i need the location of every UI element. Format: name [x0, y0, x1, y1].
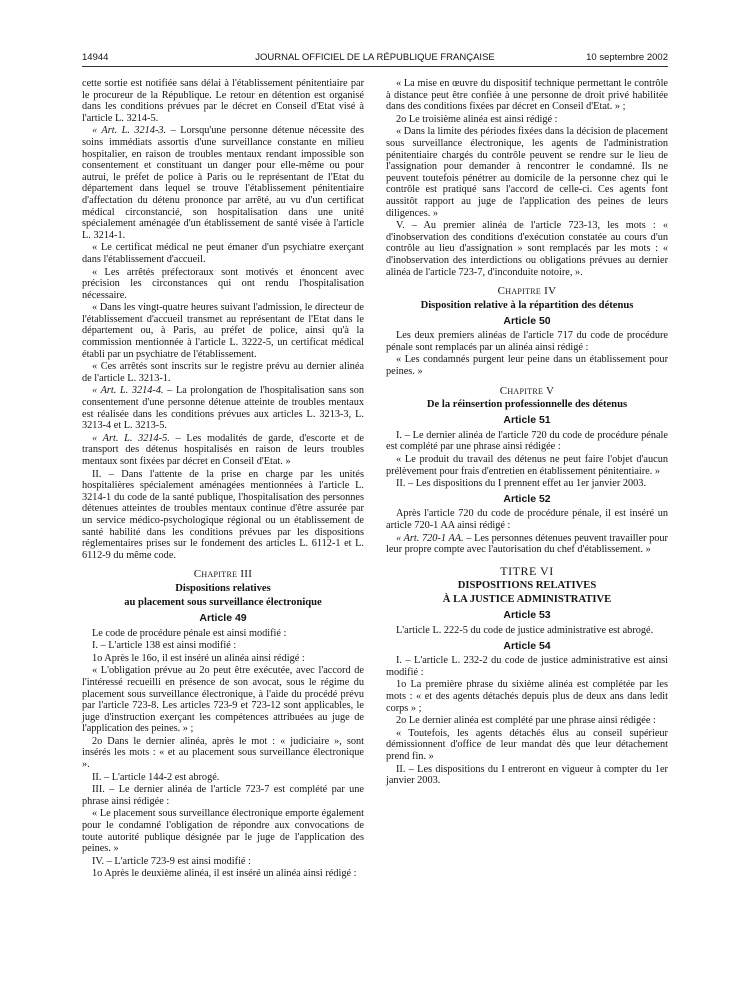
title-subtitle: DISPOSITIONS RELATIVES — [457, 580, 597, 592]
paragraph: « La mise en œuvre du dispositif technique permettant le contrôle à distance peut être confiée à une personne de droit privé habilitée dans des conditions fixées par décret en Conseil d'Etat. » ; — [386, 78, 668, 113]
article-reference: « Art. 720-1 AA. — [396, 532, 464, 544]
paragraph: « Art. L. 3214-4. – La prolongation de l'hospitalisation sans son consentement d'une personne détenue atteinte de troubles mentaux est réalisée dans les conditions prévues aux articles L. 3213-3, L. 3213-4 et L. 3213-5. — [82, 385, 365, 432]
paragraph: IV. – L'article 723-9 est ainsi modifié : — [92, 855, 251, 867]
chapter-title: au placement sous surveillance électronique — [124, 596, 322, 608]
paragraph: I. – L'article 138 est ainsi modifié : — [92, 640, 237, 652]
publication-date: 10 septembre 2002 — [586, 52, 668, 63]
paragraph: cette sortie est notifiée sans délai à l'établissement pénitentiaire par le procureur de la République. Le retour en détention est organisé dans les conditions prévues par le décret en Conseil d'Etat visé à l'article L. 3214-5. — [82, 78, 364, 124]
paragraph: Après l'article 720 du code de procédure pénale, il est inséré un article 720-1 AA ainsi rédigé : — [386, 508, 668, 531]
paragraph: « Le certificat médical ne peut émaner d'un psychiatre exerçant dans l'établissement d'accueil. — [82, 242, 364, 265]
paragraph: « Le placement sous surveillance électronique emporte également pour le condamné l'obligation de répondre aux convocations de toute autorité publique désignée par le juge de l'application des peines. » — [82, 808, 364, 855]
left-column — [82, 78, 364, 881]
paragraph: Les deux premiers alinéas de l'article 717 du code de procédure pénale sont remplacés par un alinéa ainsi rédigé : — [386, 330, 668, 353]
paragraph: « Dans la limite des périodes fixées dans la décision de placement sous surveillance électronique, les agents de l'administration pénitentiaire chargés du contrôle peuvent se rendre sur le lieu de l'assignation pour demander à rencontrer le condamné. Ils ne peuvent toutefois pénétrer au domicile de la personne chez qui le contrôle est pratiqué sans l'accord de celle-ci. Ces agents font aussitôt rapport au juge de l'application des peines de leurs diligences. » — [386, 126, 668, 219]
paragraph: « Art. 720-1 AA. – Les personnes détenues peuvent travailler pour leur propre compte avec l'autorisation du chef d'établissement. » — [386, 532, 668, 556]
chapter-heading: Chapitre III — [193, 568, 253, 581]
paragraph: II. – Les dispositions du I entreront en vigueur à compter du 1er janvier 2003. — [386, 763, 668, 787]
paragraph: « Dans les vingt-quatre heures suivant l'admission, le directeur de l'établissement d'accueil transmet au représentant de l'Etat dans le département ou, à Paris, au préfet de police, ainsi qu'à la commission mentionnée à l'article L. 3222-5, un certificat médical établi par un psychiatre de l'établissement. — [82, 302, 364, 360]
chapter-title: De la réinsertion professionnelle des détenus — [426, 399, 628, 411]
paragraph: « Les condamnés purgent leur peine dans un établissement pour peines. » — [386, 354, 668, 378]
header-rule — [82, 66, 668, 67]
chapter-title: Disposition relative à la répartition des détenus — [420, 299, 634, 311]
paragraph: 2o Dans le dernier alinéa, après le mot : « judiciaire », sont insérés les mots : « et au placement sous surveillance électronique ». — [82, 735, 364, 771]
paragraph: II. – Dans l'attente de la prise en charge par les unités hospitalières spécialement aménagées mentionnées à l'article L. 3214-1 du code de la santé publique, l'hospitalisation des personnes détenues atteintes de troubles mentaux continue d'être assurée par un service médico-psychologique régional ou un établissement de santé habilité dans les conditions prévues par les dispositions réglementaires prises sur le fondement des articles L. 6112-1 et L. 6112-9 du même code. — [82, 468, 364, 561]
paragraph: « Les arrêtés préfectoraux sont motivés et énoncent avec précision les circonstances qui ont rendu l'hospitalisation nécessaire. — [82, 266, 364, 301]
paragraph: « Le produit du travail des détenus ne peut faire l'objet d'aucun prélèvement pour frais d'entretien en établissement pénitentiaire. » — [386, 454, 668, 477]
article-reference: « Art. L. 3214-4. — [92, 385, 164, 397]
paragraph: Le code de procédure pénale est ainsi modifié : — [92, 627, 287, 639]
paragraph: « Art. L. 3214-3. – Lorsqu'une personne détenue nécessite des soins immédiats assortis d'une surveillance constante en milieu hospitalier, en raison de troubles mentaux rendant impossible son consentement et constituant un danger pour elle-même ou pour autrui, le préfet de police à Paris ou le représentant de l'Etat du département dans lequel se trouve l'établissement pénitentiaire d'affectation du détenu prononce par arrêté, au vu d'un certificat médical circonstancié, son hospitalisation dans une unité spécialement aménagée d'un établissement de santé visée à l'article L. 3214-1. — [82, 125, 364, 241]
paragraph: « Ces arrêtés sont inscrits sur le registre prévu au dernier alinéa de l'article L. 3213-1. — [82, 361, 364, 384]
paragraph: II. – Les dispositions du I prennent effet au 1er janvier 2003. — [396, 478, 647, 490]
article-reference: « Art. L. 3214-3. — [92, 125, 167, 137]
article-heading: Article 54 — [503, 639, 551, 652]
title-subtitle: À LA JUSTICE ADMINISTRATIVE — [442, 594, 612, 606]
paragraph: L'article L. 222-5 du code de justice administrative est abrogé. — [396, 624, 654, 636]
article-heading: Article 52 — [503, 492, 551, 505]
chapter-heading: Chapitre V — [499, 384, 555, 397]
paragraph: 2o Le dernier alinéa est complété par une phrase ainsi rédigée : — [396, 715, 656, 727]
paragraph: « L'obligation prévue au 2o peut être exécutée, avec l'accord de l'intéressé recueilli en présence de son avocat, sous le régime du placement sous surveillance électronique, à l'aide du procédé prévu par l'article 723-8. Les articles 723-9 et 723-12 sont applicables, le juge d'instruction exerçant les compétences attribuées au juge de l'application des peines. » ; — [82, 665, 364, 735]
article-reference: « Art. L. 3214-5. — [92, 432, 170, 444]
paragraph: I. – Le dernier alinéa de l'article 720 du code de procédure pénale est complété par une phrase ainsi rédigée : — [386, 429, 668, 453]
paragraph: I. – L'article L. 232-2 du code de justice administrative est ainsi modifié : — [386, 655, 668, 678]
paragraph: « Art. L. 3214-5. – Les modalités de garde, d'escorte et de transport des détenus hospitalisés en raison de leurs troubles mentaux sont fixées par décret en Conseil d'Etat. » — [82, 432, 364, 467]
page-number: 14944 — [82, 52, 109, 63]
journal-title: JOURNAL OFFICIEL DE LA RÉPUBLIQUE FRANÇAISE — [255, 52, 495, 63]
article-heading: Article 53 — [503, 609, 551, 622]
paragraph: 1o Après le deuxième alinéa, il est inséré un alinéa ainsi rédigé : — [92, 868, 357, 880]
article-heading: Article 49 — [199, 611, 247, 624]
paragraph: III. – Le dernier alinéa de l'article 723-7 est complété par une phrase ainsi rédigée : — [82, 784, 364, 807]
paragraph: 1o Après le 16o, il est inséré un alinéa ainsi rédigé : — [92, 652, 305, 664]
title-heading: TITRE VI — [500, 563, 554, 578]
chapter-heading: Chapitre IV — [497, 285, 557, 298]
paragraph: 2o Le troisième alinéa est ainsi rédigé : — [396, 113, 558, 125]
article-heading: Article 51 — [503, 414, 551, 427]
article-heading: Article 50 — [503, 314, 551, 327]
paragraph: « Toutefois, les agents détachés élus au conseil supérieur démissionnent d'office de leur mandat dès que leur détachement prend fin. » — [386, 727, 668, 762]
paragraph: V. – Au premier alinéa de l'article 723-13, les mots : « d'inobservation des conditions d'exécution constatée au cours d'un contrôle au lieu d'assignation » sont remplacés par les mots : « d'inobservation des interdictions ou obligations prévues au dernier alinéa de l'article 723-7, d'inconduite notoire, ». — [386, 220, 668, 278]
paragraph: 1o La première phrase du sixième alinéa est complétée par les mots : « et des agents détachés depuis plus de deux ans dans ledit corps » ; — [386, 679, 668, 714]
chapter-title: Dispositions relatives — [175, 582, 271, 594]
right-column — [386, 78, 668, 788]
paragraph: II. – L'article 144-2 est abrogé. — [92, 771, 220, 783]
